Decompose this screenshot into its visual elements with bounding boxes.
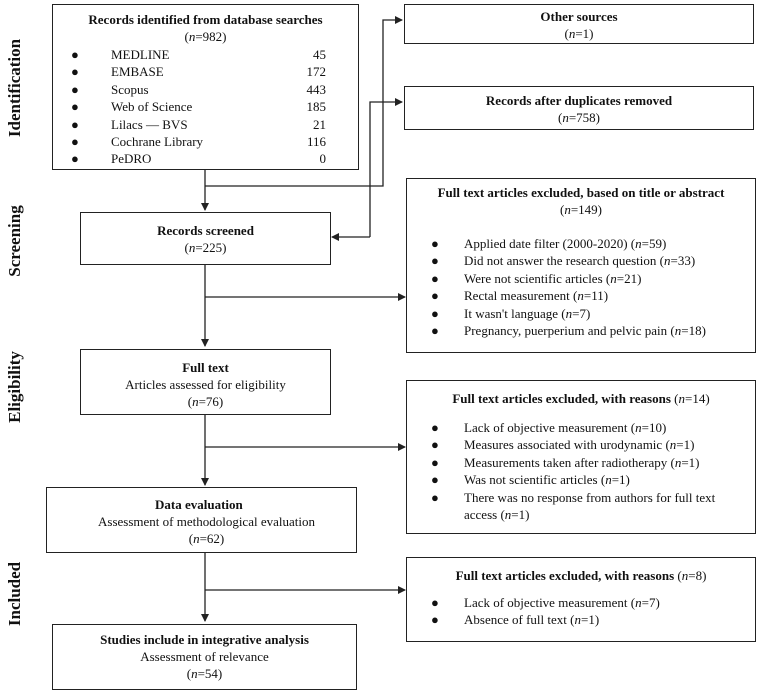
records-screened-title: Records screened xyxy=(157,223,254,238)
records-identified-title: Records identified from database searches xyxy=(88,12,323,27)
database-name: Cochrane Library xyxy=(111,133,204,149)
n-label: n xyxy=(610,270,617,286)
records-screened-box xyxy=(80,212,331,265)
reason-count: 33 xyxy=(677,253,691,269)
excluded-title-abstract-title: Full text articles excluded, based on title or abstract xyxy=(437,185,725,200)
bullet-icon: ● xyxy=(431,420,439,435)
reason-text: Did not answer the research question xyxy=(464,253,657,269)
reason-count: 1 xyxy=(619,472,626,488)
exclusion-reason: ● Did not answer the research question (n=33) xyxy=(431,253,696,269)
records-screened-count: (n=225) xyxy=(184,240,227,255)
reason-count: 21 xyxy=(624,270,638,286)
included-box xyxy=(52,624,357,690)
reason-text: It wasn't language xyxy=(464,305,559,321)
exclusion-reason: ● Was not scientific articles (n=1) xyxy=(431,472,630,488)
reason-count: 1 xyxy=(588,612,595,628)
database-item xyxy=(71,81,348,98)
exclusion-reason: ● Measures associated with urodynamic (n=1) xyxy=(431,437,695,453)
stage-included: Included xyxy=(5,561,24,627)
database-count: 443 xyxy=(306,81,326,97)
full-text-count: (n=76) xyxy=(187,394,224,409)
other-sources-count: (n=1) xyxy=(564,26,594,41)
excluded-title-abstract-count: (n=149) xyxy=(559,202,603,217)
full-text-title: Full text xyxy=(182,360,229,375)
database-count: 45 xyxy=(313,47,326,62)
n-label: n xyxy=(635,420,642,435)
database-count: 185 xyxy=(306,99,326,115)
reason-text: Rectal measurement xyxy=(464,288,570,304)
records-identified-count: (n=982) xyxy=(184,29,227,44)
database-list xyxy=(71,46,348,168)
database-name: Web of Science xyxy=(111,99,193,115)
database-item xyxy=(71,63,348,80)
reason-text: Measures associated with urodynamic xyxy=(464,437,663,453)
n-label: n xyxy=(669,437,677,453)
reason-text: Lack of objective measurement xyxy=(464,420,628,435)
n-label: n xyxy=(605,472,612,488)
stage-identification: Identification xyxy=(5,38,24,138)
bullet-icon: ● xyxy=(71,133,79,149)
n-label: n xyxy=(635,595,642,610)
bullet-icon: ● xyxy=(431,454,439,470)
exclusion-reason: ● It wasn't language (n=7) xyxy=(431,305,591,321)
database-count: 21 xyxy=(313,116,326,132)
excluded-reasons-1-list xyxy=(431,419,745,523)
n-label: n xyxy=(664,253,671,269)
n-label: n xyxy=(504,507,512,523)
database-item xyxy=(71,46,348,63)
reason-text: Applied date filter (2000-2020) xyxy=(464,236,628,251)
reason-text: Was not scientific articles xyxy=(464,472,598,488)
database-count: 172 xyxy=(306,64,326,80)
database-item xyxy=(71,150,348,167)
reason-text: There was no response from authors for full text access xyxy=(464,489,716,523)
bullet-icon: ● xyxy=(431,305,439,321)
excluded-reasons-1-title: Full text articles excluded, with reasons (n=14) xyxy=(452,391,710,406)
n-label: n xyxy=(635,236,642,251)
excluded-title-abstract-reasons xyxy=(431,235,745,339)
exclusion-reason: ● Pregnancy, puerperium and pelvic pain (n=18) xyxy=(431,323,706,339)
bullet-icon: ● xyxy=(431,595,439,610)
database-item xyxy=(71,133,348,150)
data-evaluation-box xyxy=(46,487,357,553)
database-name: PeDRO xyxy=(111,151,152,167)
bullet-icon: ● xyxy=(431,472,439,488)
reason-count: 7 xyxy=(579,305,586,321)
bullet-icon: ● xyxy=(431,323,439,339)
n-label: n xyxy=(574,612,581,628)
exclusion-reason: ● Applied date filter (2000-2020) (n=59) xyxy=(431,236,667,251)
reason-count: 7 xyxy=(648,595,656,610)
bullet-icon: ● xyxy=(71,81,79,97)
database-name: Lilacs — BVS xyxy=(111,116,188,132)
bullet-icon: ● xyxy=(71,116,79,132)
full-text-subtitle: Articles assessed for eligibility xyxy=(125,377,286,392)
included-subtitle: Assessment of relevance xyxy=(140,649,269,664)
reason-count: 10 xyxy=(648,420,662,435)
database-name: Scopus xyxy=(111,81,149,97)
excluded-reasons-1-box xyxy=(406,380,756,534)
duplicates-removed-box xyxy=(404,86,754,130)
database-count: 116 xyxy=(306,133,326,149)
stage-eligibility: Eligibility xyxy=(5,351,24,423)
included-title: Studies include in integrative analysis xyxy=(100,632,309,647)
duplicates-removed-title: Records after duplicates removed xyxy=(485,93,673,108)
exclusion-reason: ● Lack of objective measurement (n=10) xyxy=(431,420,667,435)
bullet-icon: ● xyxy=(431,236,439,251)
other-sources-title: Other sources xyxy=(540,9,618,24)
bullet-icon: ● xyxy=(71,99,79,115)
exclusion-reason: ● Absence of full text (n=1) xyxy=(431,612,600,628)
reason-text: Measurements taken after radiotherapy xyxy=(464,454,668,470)
n-label: n xyxy=(565,305,573,321)
reason-count: 1 xyxy=(518,507,526,523)
reason-count: 18 xyxy=(688,323,702,339)
records-identified-box xyxy=(52,4,359,170)
database-item xyxy=(71,98,348,115)
stage-screening: Screening xyxy=(5,205,24,277)
bullet-icon: ● xyxy=(431,270,439,286)
excluded-reasons-2-list xyxy=(431,594,745,629)
excluded-reasons-2-title: Full text articles excluded, with reasons (n=8) xyxy=(455,568,707,583)
exclusion-reason: ● Rectal measurement (n=11) xyxy=(431,288,609,304)
exclusion-reason: ● Measurements taken after radiotherapy (n=1) xyxy=(431,454,700,470)
bullet-icon: ● xyxy=(431,437,439,453)
database-count: 0 xyxy=(319,151,326,167)
connector-duplicates-to-screened xyxy=(370,102,402,237)
bullet-icon: ● xyxy=(71,151,79,167)
exclusion-reason: ● Lack of objective measurement (n=7) xyxy=(431,595,660,610)
n-label: n xyxy=(674,323,682,339)
n-label: n xyxy=(674,454,682,470)
bullet-icon: ● xyxy=(431,612,439,628)
reason-count: 1 xyxy=(688,454,696,470)
bullet-icon: ● xyxy=(71,64,79,80)
bullet-icon: ● xyxy=(71,47,79,62)
reason-text: Pregnancy, puerperium and pelvic pain xyxy=(464,323,668,339)
excluded-title-abstract-box xyxy=(406,178,756,353)
database-item xyxy=(71,116,348,133)
full-text-box xyxy=(80,349,331,415)
data-evaluation-title: Data evaluation xyxy=(155,497,243,512)
included-count: (n=54) xyxy=(186,666,223,681)
excluded-reasons-2-box xyxy=(406,557,756,642)
database-name: EMBASE xyxy=(111,64,164,80)
reason-text: Absence of full text xyxy=(464,612,567,628)
database-name: MEDLINE xyxy=(111,47,170,62)
duplicates-removed-count: (n=758) xyxy=(557,110,601,125)
bullet-icon: ● xyxy=(431,253,439,269)
reason-count: 11 xyxy=(591,288,604,304)
reason-count: 1 xyxy=(683,437,691,453)
data-evaluation-subtitle: Assessment of methodological evaluation xyxy=(98,514,315,529)
reason-count: 59 xyxy=(648,236,662,251)
exclusion-reason: ● Were not scientific articles (n=21) xyxy=(431,270,642,286)
bullet-icon: ● xyxy=(431,489,439,505)
reason-text: Lack of objective measurement xyxy=(464,595,628,610)
n-label: n xyxy=(577,288,584,304)
data-evaluation-count: (n=62) xyxy=(188,531,225,546)
bullet-icon: ● xyxy=(431,288,439,304)
reason-text: Were not scientific articles xyxy=(464,270,603,286)
exclusion-reason: ● There was no response from authors for full text access (n=1) xyxy=(431,489,716,523)
other-sources-box xyxy=(404,4,754,44)
